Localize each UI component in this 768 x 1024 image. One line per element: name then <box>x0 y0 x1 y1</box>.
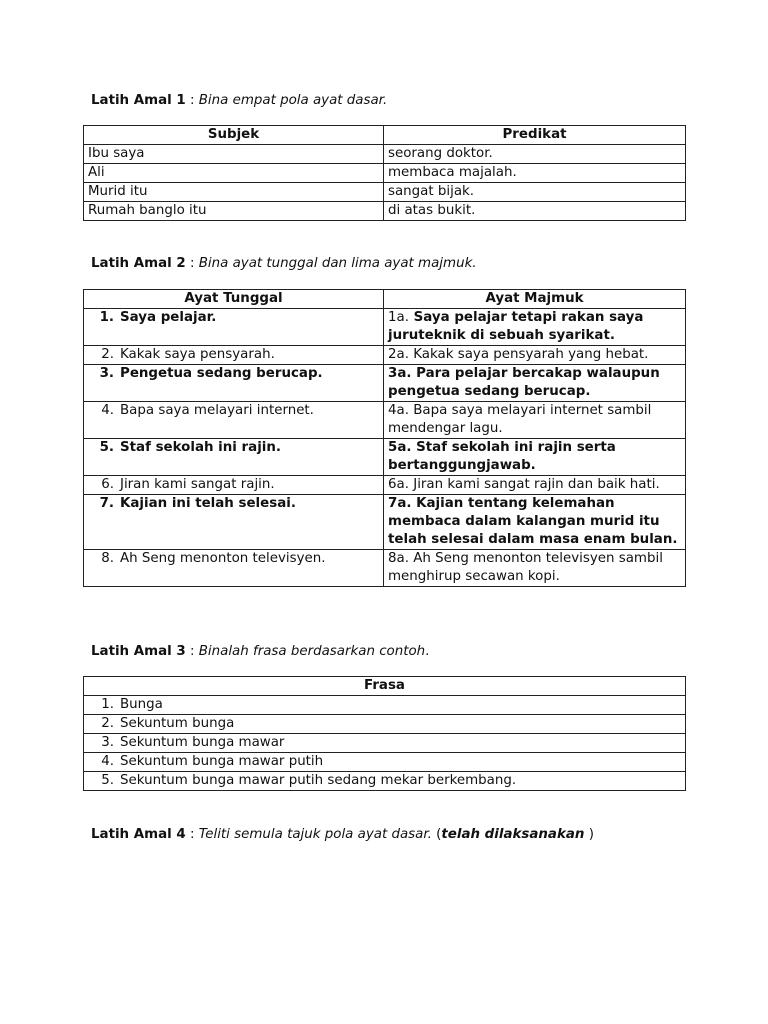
subject-cell: Murid itu <box>84 183 384 202</box>
table-row <box>84 476 686 495</box>
ex3-table <box>83 676 686 791</box>
table-header-row <box>84 126 686 145</box>
ex1-heading <box>91 92 387 110</box>
phrase-text: Bunga <box>120 697 163 712</box>
ex4-note: telah dilaksanakan <box>441 827 585 842</box>
phrase-cell <box>84 696 686 715</box>
compound-sentence-cell <box>384 439 686 476</box>
single-sentence: Kakak saya pensyarah. <box>120 347 275 362</box>
row-number: 5. <box>99 440 114 455</box>
phrase-text: Sekuntum bunga mawar <box>120 735 285 750</box>
subject-cell: Ibu saya <box>84 145 384 164</box>
phrase-text: Sekuntum bunga <box>120 716 235 731</box>
single-sentence: Jiran kami sangat rajin. <box>120 477 275 492</box>
single-sentence-cell <box>84 309 384 346</box>
table-row <box>84 164 686 183</box>
row-number: 3. <box>99 366 114 381</box>
predicate-cell: seorang doktor. <box>384 145 686 164</box>
compound-sentence-cell <box>384 476 686 495</box>
single-sentence: Pengetua sedang berucap. <box>120 366 323 381</box>
single-sentence-cell <box>84 365 384 402</box>
table-row <box>84 753 686 772</box>
row-number: 7. <box>99 496 114 511</box>
single-sentence: Kajian ini telah selesai. <box>120 496 296 511</box>
table-row <box>84 309 686 346</box>
ex3-instruction: Binalah frasa berdasarkan contoh <box>198 644 426 659</box>
row-number: 2. <box>101 347 114 362</box>
ex3-label: Latih Amal 3 <box>91 644 186 659</box>
table-row <box>84 696 686 715</box>
table-row <box>84 145 686 164</box>
compound-number: 5a. <box>388 440 412 455</box>
table-row <box>84 202 686 221</box>
table-row <box>84 439 686 476</box>
col-header-predikat: Predikat <box>384 126 686 145</box>
col-header-ayat-majmuk: Ayat Majmuk <box>384 290 686 309</box>
ex1-instruction: Bina empat pola ayat dasar. <box>198 93 388 108</box>
single-sentence: Ah Seng menonton televisyen. <box>120 551 326 566</box>
ex4-paren-close: ) <box>584 827 594 842</box>
table-row <box>84 550 686 587</box>
ex2-instruction: Bina ayat tunggal dan lima ayat majmuk. <box>198 256 477 271</box>
predicate-cell: di atas bukit. <box>384 202 686 221</box>
ex3-instruction-end: . <box>425 644 430 659</box>
phrase-text: Sekuntum bunga mawar putih sedang mekar berkembang. <box>120 773 517 788</box>
phrase-cell <box>84 772 686 791</box>
ex2-sep: : <box>185 256 199 271</box>
compound-sentence: Saya pelajar tetapi rakan saya juruteknik di sebuah syarikat. <box>388 310 644 343</box>
predicate-cell: sangat bijak. <box>384 183 686 202</box>
single-sentence-cell <box>84 495 384 550</box>
predicate-cell: membaca majalah. <box>384 164 686 183</box>
ex4-instruction: Teliti semula tajuk pola ayat dasar. <box>198 827 432 842</box>
table-row <box>84 772 686 791</box>
compound-sentence: Kakak saya pensyarah yang hebat. <box>413 347 649 362</box>
compound-number: 4a. <box>388 403 409 418</box>
col-header-ayat-tunggal: Ayat Tunggal <box>84 290 384 309</box>
subject-cell: Rumah banglo itu <box>84 202 384 221</box>
col-header-frasa: Frasa <box>84 677 686 696</box>
ex2-table <box>83 289 686 587</box>
ex3-heading <box>91 643 429 661</box>
compound-number: 7a. <box>388 496 412 511</box>
ex3-sep: : <box>185 644 199 659</box>
row-number: 1. <box>101 697 114 712</box>
ex2-label: Latih Amal 2 <box>91 256 186 271</box>
compound-number: 3a. <box>388 366 412 381</box>
row-number: 3. <box>101 735 114 750</box>
col-header-subjek: Subjek <box>84 126 384 145</box>
ex1-label: Latih Amal 1 <box>91 93 186 108</box>
single-sentence: Staf sekolah ini rajin. <box>120 440 282 455</box>
compound-number: 1a. <box>388 310 409 325</box>
single-sentence: Bapa saya melayari internet. <box>120 403 314 418</box>
ex1-sep: : <box>185 93 199 108</box>
compound-sentence: Bapa saya melayari internet sambil mendengar lagu. <box>388 403 652 436</box>
row-number: 4. <box>101 754 114 769</box>
phrase-cell <box>84 715 686 734</box>
compound-sentence-cell <box>384 309 686 346</box>
compound-sentence-cell <box>384 550 686 587</box>
table-row <box>84 346 686 365</box>
phrase-text: Sekuntum bunga mawar putih <box>120 754 324 769</box>
table-row <box>84 495 686 550</box>
table-row <box>84 365 686 402</box>
row-number: 6. <box>101 477 114 492</box>
ex4-sep: : <box>185 827 199 842</box>
ex4-paren-open: ( <box>431 827 442 842</box>
compound-sentence-cell <box>384 495 686 550</box>
single-sentence: Saya pelajar. <box>120 310 217 325</box>
subject-cell: Ali <box>84 164 384 183</box>
table-row <box>84 183 686 202</box>
row-number: 5. <box>101 773 114 788</box>
ex2-heading <box>91 255 477 273</box>
compound-number: 8a. <box>388 551 409 566</box>
table-row <box>84 402 686 439</box>
single-sentence-cell <box>84 402 384 439</box>
row-number: 1. <box>99 310 114 325</box>
row-number: 4. <box>101 403 114 418</box>
single-sentence-cell <box>84 439 384 476</box>
row-number: 2. <box>101 716 114 731</box>
table-row <box>84 715 686 734</box>
single-sentence-cell <box>84 346 384 365</box>
compound-sentence: Staf sekolah ini rajin serta bertanggungjawab. <box>388 440 616 473</box>
compound-sentence: Jiran kami sangat rajin dan baik hati. <box>413 477 660 492</box>
table-row <box>84 734 686 753</box>
compound-sentence: Ah Seng menonton televisyen sambil menghirup secawan kopi. <box>388 551 663 584</box>
compound-sentence-cell <box>384 402 686 439</box>
compound-sentence: Para pelajar bercakap walaupun pengetua sedang berucap. <box>388 366 660 399</box>
ex4-heading <box>91 826 594 844</box>
phrase-cell <box>84 734 686 753</box>
row-number: 8. <box>101 551 114 566</box>
phrase-cell <box>84 753 686 772</box>
compound-sentence: Kajian tentang kelemahan membaca dalam kalangan murid itu telah selesai dalam masa enam bulan. <box>388 496 678 547</box>
single-sentence-cell <box>84 550 384 587</box>
ex4-label: Latih Amal 4 <box>91 827 186 842</box>
compound-number: 2a. <box>388 347 409 362</box>
table-header-row <box>84 677 686 696</box>
compound-sentence-cell <box>384 365 686 402</box>
compound-number: 6a. <box>388 477 409 492</box>
ex1-table <box>83 125 686 221</box>
single-sentence-cell <box>84 476 384 495</box>
compound-sentence-cell <box>384 346 686 365</box>
table-header-row <box>84 290 686 309</box>
